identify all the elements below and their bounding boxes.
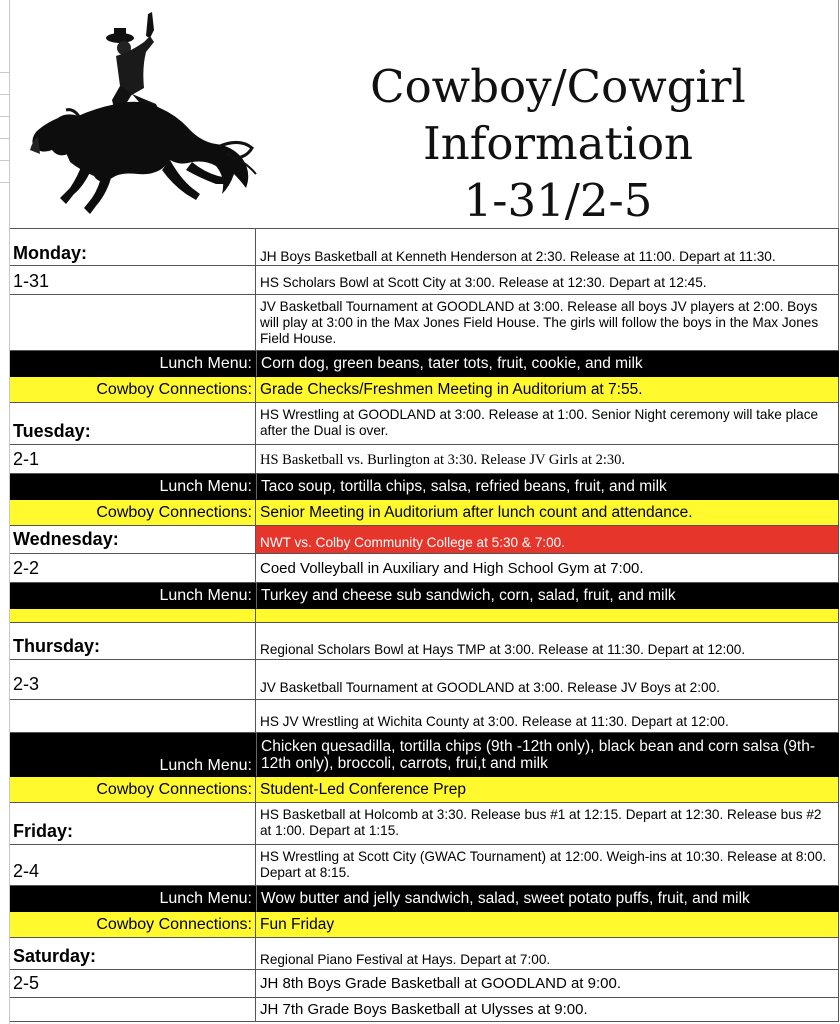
connections-row xyxy=(10,912,839,938)
lunch-menu-label: Lunch Menu: xyxy=(159,587,252,604)
table-row xyxy=(10,228,839,266)
event-text: HS Wrestling at Scott City (GWAC Tournament) at 12:00. Weigh-ins at 10:30. Release at 8:00. Depart at 8:15. xyxy=(260,849,827,880)
title-line: 1-31/2-5 xyxy=(463,174,653,227)
bucking-bronco-logo-icon xyxy=(20,8,260,218)
event-text: JH 7th Grade Boys Basketball at Ulysses at 9:00. xyxy=(260,1001,588,1018)
event-text: Regional Piano Festival at Hays. Depart at 7:00. xyxy=(260,952,551,967)
day-label-saturday: Saturday: xyxy=(13,946,97,966)
lunch-row xyxy=(10,583,839,609)
table-row xyxy=(10,998,839,1022)
lunch-menu-text: Corn dog, green beans, tater tots, fruit, cookie, and milk xyxy=(261,355,643,372)
day-date-tuesday: 2-1 xyxy=(13,449,40,469)
lunch-menu-text: Wow butter and jelly sandwich, salad, sweet potato puffs, fruit, and milk xyxy=(261,890,750,907)
sheet-margin-tick xyxy=(0,138,10,139)
event-text: HS Scholars Bowl at Scott City at 3:00. Release at 12:30. Depart at 12:45. xyxy=(260,275,707,290)
connections-row xyxy=(10,377,839,403)
connections-row xyxy=(10,500,839,526)
event-text: JH Boys Basketball at Kenneth Henderson at 2:30. Release at 11:00. Depart at 11:30. xyxy=(260,249,776,264)
event-text: HS Basketball at Holcomb at 3:30. Release bus #1 at 12:15. Depart at 12:30. Release bus #2 at 1:00. Depart at 1:15. xyxy=(260,807,822,838)
lunch-menu-label: Lunch Menu: xyxy=(159,478,252,495)
connections-row xyxy=(10,609,839,623)
cowboy-connections-text: Grade Checks/Freshmen Meeting in Auditorium at 7:55. xyxy=(260,381,643,398)
lunch-menu-text: Turkey and cheese sub sandwich, corn, salad, fruit, and milk xyxy=(261,587,676,604)
table-row xyxy=(10,623,839,660)
lunch-menu-label: Lunch Menu: xyxy=(159,890,252,907)
lunch-menu-label: Lunch Menu: xyxy=(159,355,252,372)
event-text: Regional Scholars Bowl at Hays TMP at 3:00. Release at 11:30. Depart at 12:00. xyxy=(260,642,746,657)
sheet-margin-tick xyxy=(0,94,10,95)
event-text: HS JV Wrestling at Wichita County at 3:00. Release at 11:30. Depart at 12:00. xyxy=(260,714,729,729)
event-text: JH 8th Boys Grade Basketball at GOODLAND at 9:00. xyxy=(260,975,621,992)
event-text: Coed Volleyball in Auxiliary and High School Gym at 7:00. xyxy=(260,560,644,577)
table-row xyxy=(10,445,839,474)
day-date-wednesday: 2-2 xyxy=(13,558,40,578)
lunch-menu-label: Lunch Menu: xyxy=(159,757,252,774)
day-label-monday: Monday: xyxy=(13,243,87,263)
table-row xyxy=(10,554,839,583)
day-label-friday: Friday: xyxy=(13,821,74,841)
event-text: JV Basketball Tournament at GOODLAND at 3:00. Release JV Boys at 2:00. xyxy=(260,680,720,695)
header xyxy=(10,0,839,228)
cowboy-connections-label: Cowboy Connections: xyxy=(96,504,252,521)
day-date-friday: 2-4 xyxy=(13,861,40,881)
day-label-thursday: Thursday: xyxy=(13,636,101,656)
lunch-row xyxy=(10,733,839,777)
table-row xyxy=(10,403,839,445)
cowboy-connections-label: Cowboy Connections: xyxy=(96,916,252,933)
day-date-thursday: 2-3 xyxy=(13,674,40,694)
event-text: HS Basketball vs. Burlington at 3:30. Release JV Girls at 2:30. xyxy=(260,452,626,468)
page-title xyxy=(268,58,840,229)
cowboy-connections-label: Cowboy Connections: xyxy=(96,381,252,398)
connections-row xyxy=(10,777,839,803)
table-row xyxy=(10,526,839,554)
lunch-row xyxy=(10,886,839,912)
event-text: HS Wrestling at GOODLAND at 3:00. Release at 1:00. Senior Night ceremony will take place after the Dual is over. xyxy=(260,407,819,438)
lunch-menu-text: Taco soup, tortilla chips, salsa, refried beans, fruit, and milk xyxy=(261,478,667,495)
sheet-margin-tick xyxy=(0,116,10,117)
sheet-margin-tick xyxy=(0,72,10,73)
lunch-row xyxy=(10,351,839,377)
cowboy-connections-label: Cowboy Connections: xyxy=(96,781,252,798)
day-date-saturday: 2-5 xyxy=(13,973,40,993)
sheet-margin-tick xyxy=(0,182,10,183)
lunch-menu-text: Chicken quesadilla, tortilla chips (9th -12th only), black bean and corn salsa (9th-12th only), broccoli, carrots, frui,t and milk xyxy=(261,738,815,772)
table-row xyxy=(10,266,839,295)
title-line: Cowboy/Cowgirl xyxy=(370,60,746,113)
table-row xyxy=(10,295,839,351)
day-date-monday: 1-31 xyxy=(13,271,50,291)
day-label-tuesday: Tuesday: xyxy=(13,421,91,441)
cowboy-connections-text: Senior Meeting in Auditorium after lunch count and attendance. xyxy=(260,504,693,521)
table-row xyxy=(10,700,839,733)
event-text: JV Basketball Tournament at GOODLAND at 3:00. Release all boys JV players at 2:00. Boys will play at 3:00 in the Max Jones Field House. The girls will follow the boys in the Max Jones Field House. xyxy=(260,299,819,346)
table-row xyxy=(10,845,839,886)
title-line: Information xyxy=(422,117,694,170)
cowboy-connections-text: Fun Friday xyxy=(260,916,335,933)
day-label-wednesday: Wednesday: xyxy=(13,529,119,549)
cowboy-connections-text: Student-Led Conference Prep xyxy=(260,781,466,798)
lunch-row xyxy=(10,474,839,500)
event-text: NWT vs. Colby Community College at 5:30 & 7:00. xyxy=(260,535,565,550)
table-row xyxy=(10,660,839,700)
sheet-margin-tick xyxy=(0,160,10,161)
table-row xyxy=(10,970,839,998)
table-row xyxy=(10,938,839,970)
table-row xyxy=(10,803,839,845)
